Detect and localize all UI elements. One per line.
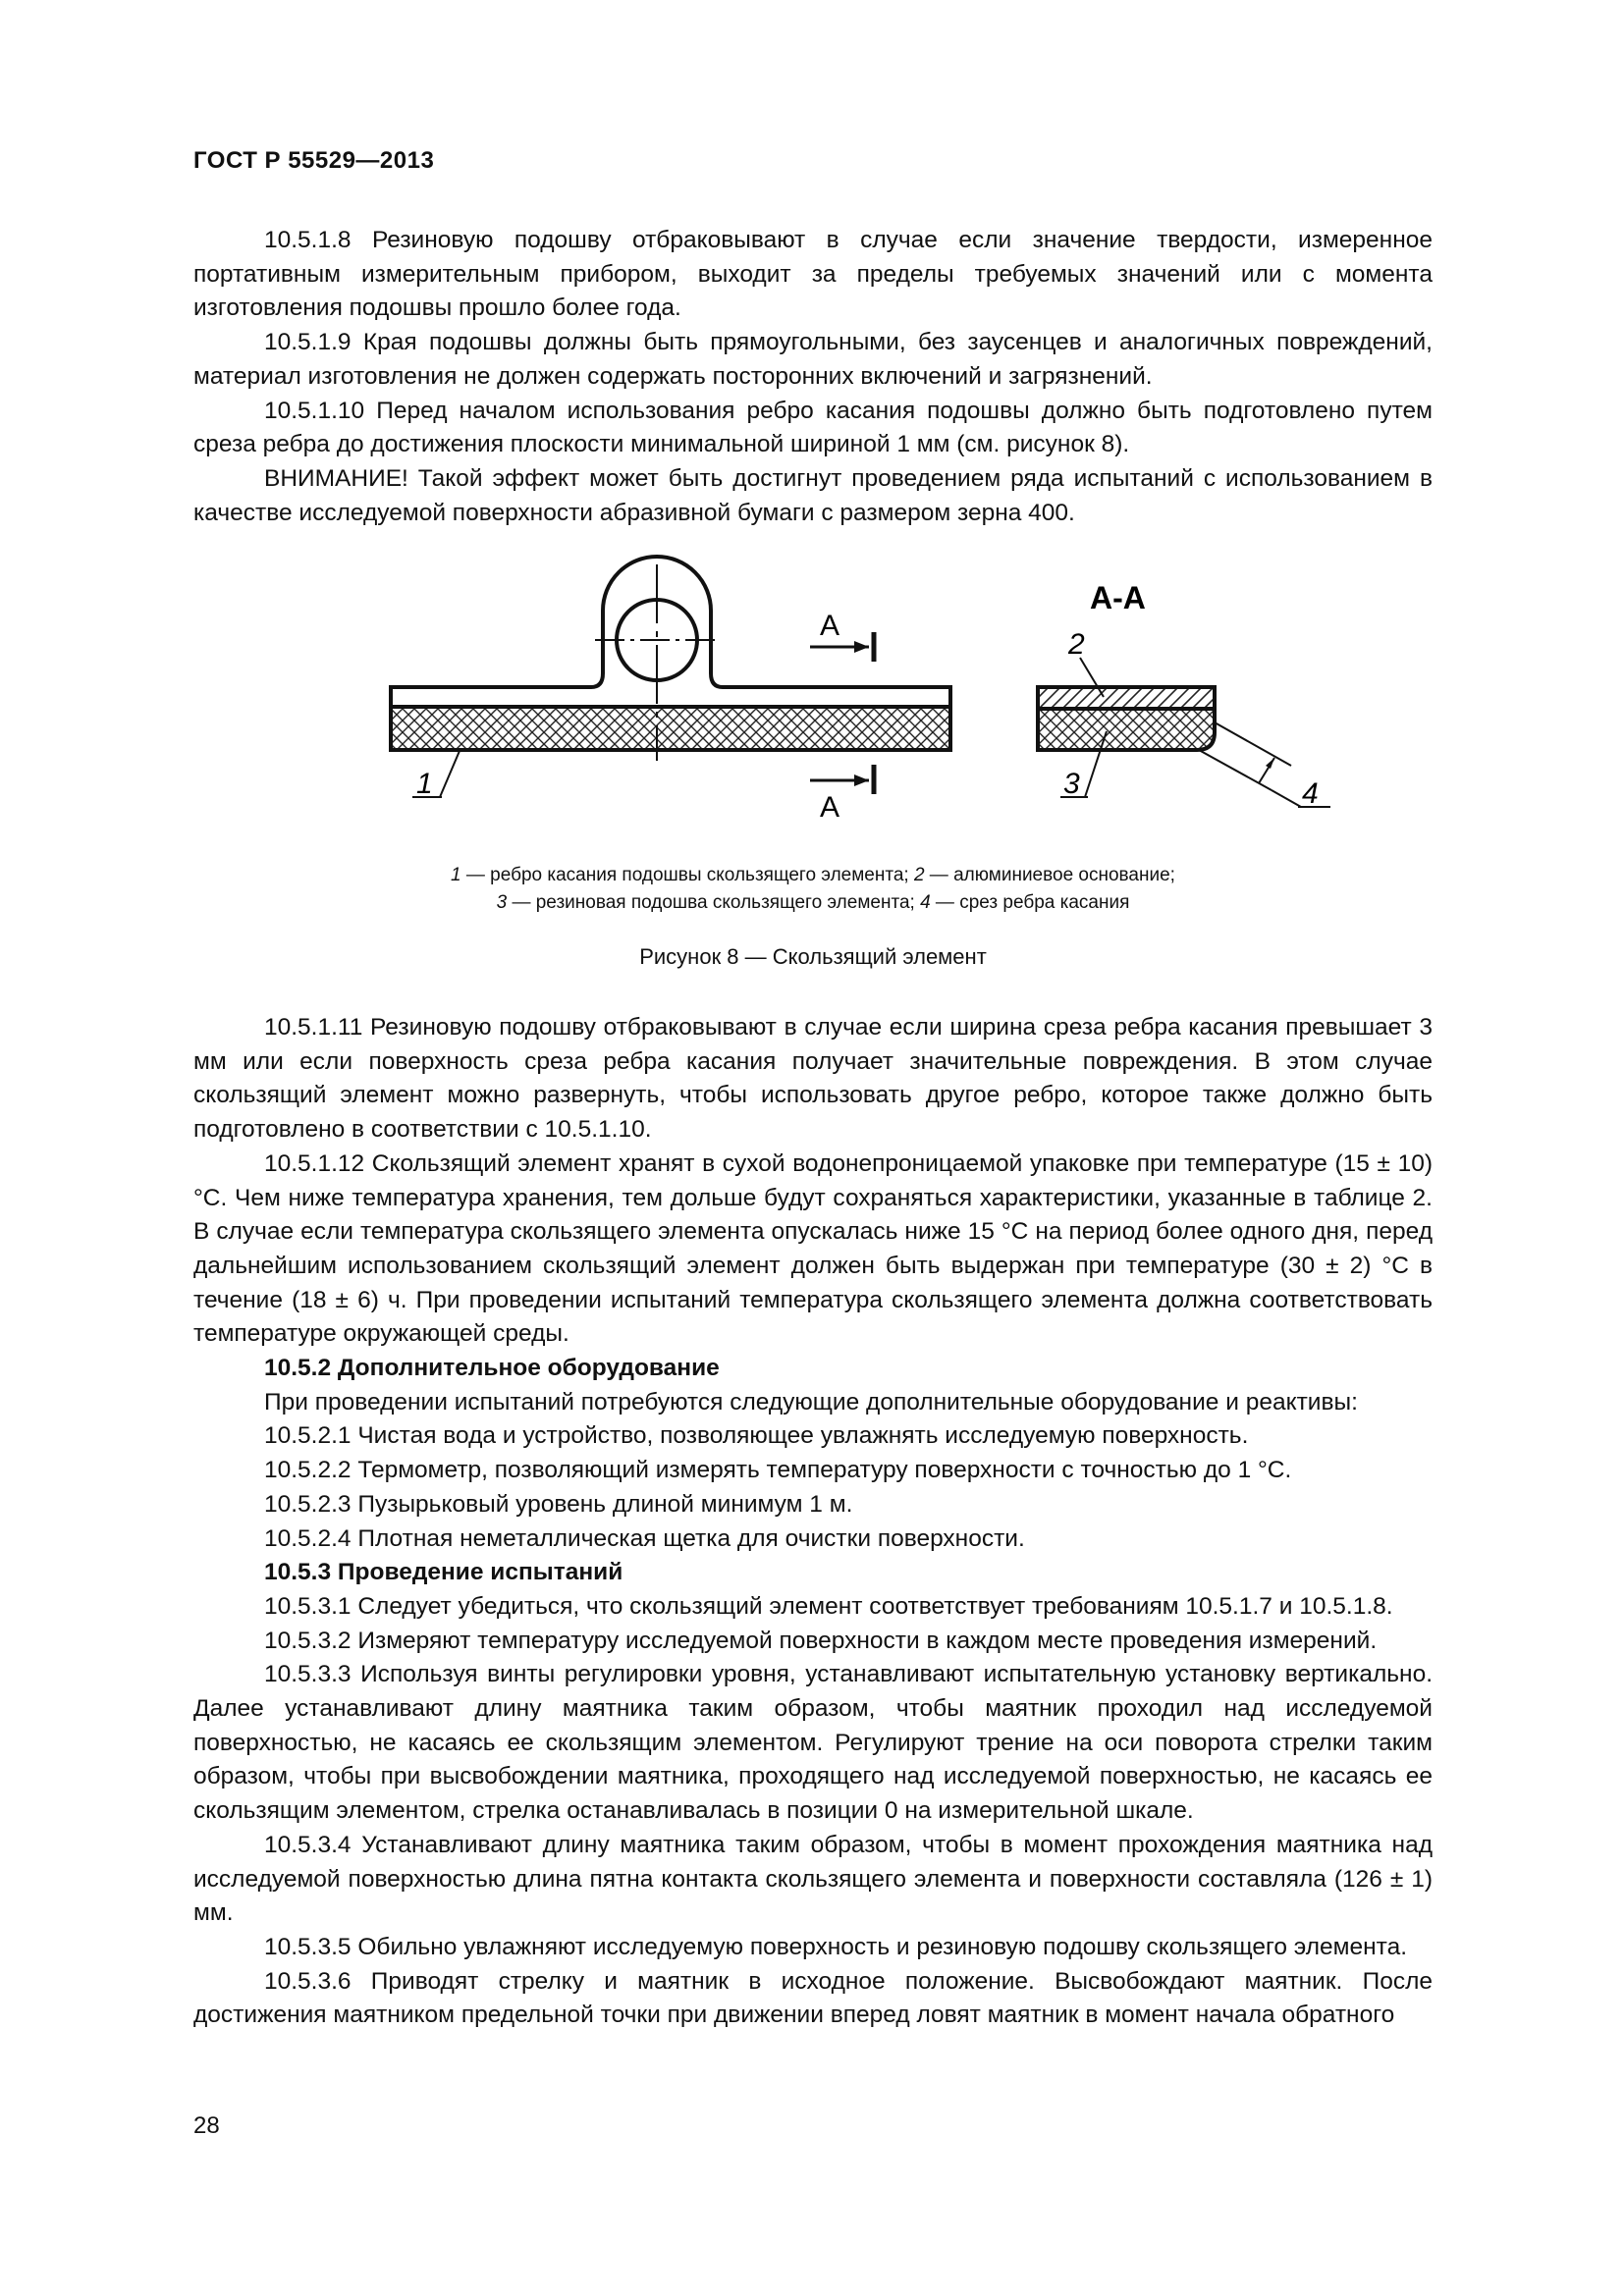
section-aluminium-shape xyxy=(1038,687,1215,709)
paragraph-10-5-3-2: 10.5.3.2 Измеряют температуру исследуемой поверхности в каждом месте проведения измерений. xyxy=(264,1627,1378,1654)
figure-8-drawing xyxy=(373,550,1355,844)
paragraph-10-5-1-8: 10.5.1.8 Резиновую подошву отбраковывают в случае если значение твердости, измеренное портативным измерительным прибором, выходит за пределы требуемых значений или с момента изготовления подошвы прошло более года. xyxy=(193,227,1433,322)
arrow-label-bottom: А xyxy=(820,791,840,824)
section-label: А-А xyxy=(1090,580,1146,615)
section-rubber-shape xyxy=(1038,709,1215,750)
paragraph-10-5-3-1: 10.5.3.1 Следует убедиться, что скользящий элемент соответствует требованиям 10.5.1.7 и 10.5.1.8. xyxy=(264,1592,1393,1620)
paragraph-10-5-2-2: 10.5.2.2 Термометр, позволяющий измерять температуру поверхности с точностью до 1 °С. xyxy=(264,1457,1292,1484)
aluminium-base-shape xyxy=(391,557,950,707)
section-arrow-bottom xyxy=(810,765,874,824)
legend-line-1: 1 — ребро касания подошвы скользящего элемента; 2 — алюминиевое основание; xyxy=(451,865,1175,885)
callout-4 xyxy=(1199,722,1330,810)
paragraph-10-5-3-3: 10.5.3.3 Используя винты регулировки уровня, устанавливают испытательную установку вертикально. Далее устанавливают длину маятника таким образом, чтобы маятник проходил над исследуемой поверхностью, не касаясь ее скользящим элементом. Регулируют трение на оси поворота стрелки таким образом, чтобы при высвобождении маятника, проходящего над исследуемой поверхностью, не касаясь ее скользящим элементом, стрелка останавливалась в позиции 0 на измерительной шкале. xyxy=(193,1661,1433,1825)
page-number: 28 xyxy=(193,2112,220,2139)
paragraph-10-5-3-4: 10.5.3.4 Устанавливают длину маятника таким образом, чтобы в момент прохождения маятника над исследуемой поверхностью длина пятна контакта скользящего элемента и поверхности составляла (126 ± 1) мм. xyxy=(193,1831,1433,1927)
rubber-sole-shape xyxy=(391,707,950,750)
heading-10-5-2: 10.5.2 Дополнительное оборудование xyxy=(264,1355,720,1382)
callout-1 xyxy=(412,751,460,800)
paragraph-10-5-2-3: 10.5.2.3 Пузырьковый уровень длиной минимум 1 м. xyxy=(264,1490,853,1518)
callout-3-label: 3 xyxy=(1063,768,1080,800)
callout-1-label: 1 xyxy=(416,768,433,800)
paragraph-10-5-1-11: 10.5.1.11 Резиновую подошву отбраковывают в случае если ширина среза ребра касания превышает 3 мм или если поверхность среза ребра касания получает значительные повреждения. В этом случае скользящий элемент можно развернуть, чтобы использовать другое ребро, которое также должно быть подготовлено в соответствии с 10.5.1.10. xyxy=(193,1014,1433,1144)
text-block-bottom xyxy=(193,1011,1433,2033)
legend-line-2: 3 — резиновая подошва скользящего элемента; 4 — срез ребра касания xyxy=(496,892,1130,913)
paragraph-10-5-3-5: 10.5.3.5 Обильно увлажняют исследуемую поверхность и резиновую подошву скользящего элемента. xyxy=(264,1933,1408,1960)
paragraph-10-5-2-intro: При проведении испытаний потребуются следующие дополнительные оборудование и реактивы: xyxy=(264,1388,1358,1415)
warning-paragraph: ВНИМАНИЕ! Такой эффект может быть достигнут проведением ряда испытаний с использованием в качестве исследуемой поверхности абразивной бумаги с размером зерна 400. xyxy=(193,464,1433,526)
callout-2-label: 2 xyxy=(1068,628,1085,661)
heading-10-5-3: 10.5.3 Проведение испытаний xyxy=(264,1559,623,1586)
paragraph-10-5-1-10: 10.5.1.10 Перед началом использования ребро касания подошвы должно быть подготовлено путем среза ребра до достижения плоскости минимальной шириной 1 мм (см. рисунок 8). xyxy=(193,397,1433,458)
paragraph-10-5-3-6: 10.5.3.6 Приводят стрелку и маятник в исходное положение. Высвобождают маятник. После достижения маятником предельной точки при движении вперед ловят маятник в момент начала обратного xyxy=(193,1967,1433,2029)
text-block-top xyxy=(193,224,1433,530)
paragraph-10-5-2-4: 10.5.2.4 Плотная неметаллическая щетка для очистки поверхности. xyxy=(264,1524,1025,1552)
slider-side-view xyxy=(391,557,950,824)
arrow-label-top: А xyxy=(820,610,840,642)
paragraph-10-5-1-9: 10.5.1.9 Края подошвы должны быть прямоугольными, без заусенцев и аналогичных повреждений, материал изготовления не должен содержать посторонних включений и загрязнений. xyxy=(193,329,1433,390)
paragraph-10-5-2-1: 10.5.2.1 Чистая вода и устройство, позволяющее увлажнять исследуемую поверхность. xyxy=(264,1422,1249,1450)
section-arrow-top xyxy=(810,610,874,662)
paragraph-10-5-1-12: 10.5.1.12 Скользящий элемент хранят в сухой водонепроницаемой упаковке при температуре (15 ± 10) °С. Чем ниже температура хранения, тем дольше будут сохраняться характеристики, указанные в таблице 2. В случае если температура скользящего элемента опускалась ниже 15 °С на период более одного дня, перед дальнейшим использованием скользящий элемент должен быть выдержан при температуре (30 ± 2) °С в течение (18 ± 6) ч. При проведении испытаний температура скользящего элемента должна соответствовать температуре окружающей среды. xyxy=(193,1149,1433,1348)
figure-legend xyxy=(193,862,1433,917)
section-aa-view xyxy=(1038,580,1330,810)
callout-4-label: 4 xyxy=(1302,777,1319,810)
document-header: ГОСТ Р 55529—2013 xyxy=(193,147,435,174)
figure-title: Рисунок 8 — Скользящий элемент xyxy=(639,944,987,969)
